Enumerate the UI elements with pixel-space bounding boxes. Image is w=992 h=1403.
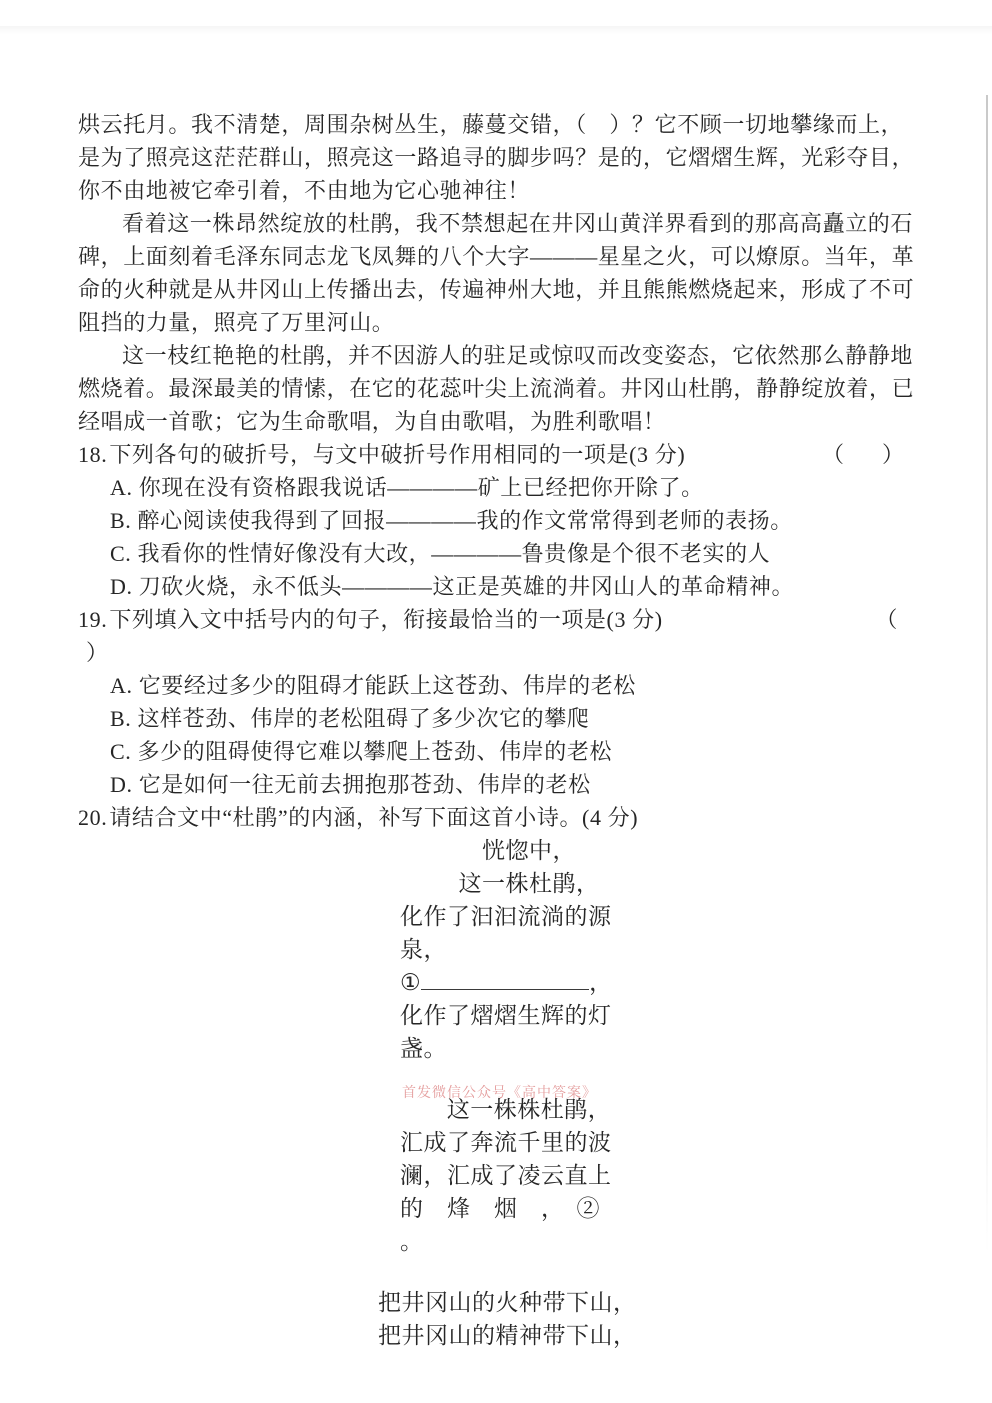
poem-line: 澜，汇成了凌云直上 [400,1163,612,1188]
blank-1-marker: ① [400,970,422,995]
passage-line: 经唱成一首歌；它为生命歌唱，为自由歌唱，为胜利歌唱！ [78,409,666,434]
stanza-gap [400,1065,658,1093]
passage-line: 命的火种就是从井冈山上传播出去，传遍神州大地，并且熊熊燃烧起来，形成了不可 [78,277,915,302]
question-19-option-d: D. 它是如何一往无前去拥抱那苍劲、伟岸的老松 [110,772,591,797]
blank-1-comma: ， [589,970,613,995]
question-19-option-c: C. 多少的阻碍使得它难以攀爬上苍劲、伟岸的老松 [110,739,613,764]
poem-line: 化作了熠熠生辉的灯盏。 [400,1003,612,1061]
poem-line: 化作了汩汩流淌的源泉， [400,904,612,962]
scan-artifact-right-edge [986,95,988,1255]
passage-line: 是为了照亮这茫茫群山，照亮这一路追寻的脚步吗？是的，它熠熠生辉，光彩夺目， [78,145,915,170]
passage-line: 烘云托月。我不清楚，周围杂树丛生，藤蔓交错，（ ）？它不顾一切地攀缘而上， [78,112,904,137]
question-18-option-b: B. 醉心阅读使我得到了回报————我的作文常常得到老师的表扬。 [110,508,793,533]
question-18-option-c: C. 我看你的性情好像没有大改，————鲁贵像是个很不老实的人 [110,541,771,566]
question-18-option-a: A. 你现在没有资格跟我说话————矿上已经把你开除了。 [110,475,704,500]
question-19-option-a: A. 它要经过多少的阻碍才能跃上这苍劲、伟岸的老松 [110,673,636,698]
question-18-answer-bracket: （ ） [821,442,912,467]
blank-1-underline [421,966,589,990]
poem-line: 。 [400,1229,424,1254]
passage-line: 这一枝红艳艳的杜鹃，并不因游人的驻足或惊叹而改变姿态，它依然那么静静地 [122,343,914,368]
passage-line: 燃烧着。最深最美的情愫，在它的花蕊叶尖上流淌着。井冈山杜鹃，静静绽放着，已 [78,376,915,401]
poem-line: 这一株株杜鹃， [446,1097,612,1122]
poem-line: 汇成了奔流千里的波 [400,1130,612,1155]
question-20-number: 20. [78,805,108,830]
passage-line: 碑，上面刻着毛泽东同志龙飞凤舞的八个大字———星星之火，可以燎原。当年，革 [78,244,915,269]
red-watermark-text: 首发微信公众号《高中答案》 [402,1086,597,1101]
question-18 [78,438,926,471]
poem-blank-line-1 [400,966,658,999]
question-18-number: 18. [78,442,108,467]
question-20 [78,801,926,834]
passage-line: 你不由地被它牵引着，不由地为它心驰神往！ [78,178,531,203]
question-18-option-d: D. 刀砍火烧，永不低头————这正是英雄的井冈山人的革命精神。 [110,574,795,599]
poem-stanza-3 [378,1286,658,1352]
scan-artifact-top-band [0,26,992,34]
poem-line: 这一株杜鹃， [458,871,600,896]
question-19-answer-bracket-open: （ [875,607,898,632]
stanza-gap [400,1258,658,1286]
question-19-stem: 下列填入文中括号内的句子，衔接最恰当的一项是(3 分) [109,607,663,632]
question-19-answer-bracket-close: ） [86,640,109,665]
question-19 [78,603,926,636]
question-18-stem: 下列各句的破折号，与文中破折号作用相同的一项是(3 分) [109,442,686,467]
poem-block [378,834,658,1352]
question-20-stem: 请结合文中“杜鹃”的内涵，补写下面这首小诗。(4 分) [109,805,639,830]
poem-line: 把井冈山的精神带下山， [378,1323,637,1348]
poem-line: 把井冈山的火种带下山， [378,1290,637,1315]
exam-content [78,108,926,1352]
passage-line: 看着这一株昂然绽放的杜鹃，我不禁想起在井冈山黄洋界看到的那高高矗立的石 [122,211,914,236]
poem-blank-line-2: 的 烽 烟 ， ② [400,1196,600,1221]
poem-line: 恍惚中， [482,838,576,863]
question-19-option-b: B. 这样苍劲、伟岸的老松阻碍了多少次它的攀爬 [110,706,590,731]
passage-line: 阻挡的力量，照亮了万里河山。 [78,310,395,335]
question-19-number: 19. [78,607,108,632]
